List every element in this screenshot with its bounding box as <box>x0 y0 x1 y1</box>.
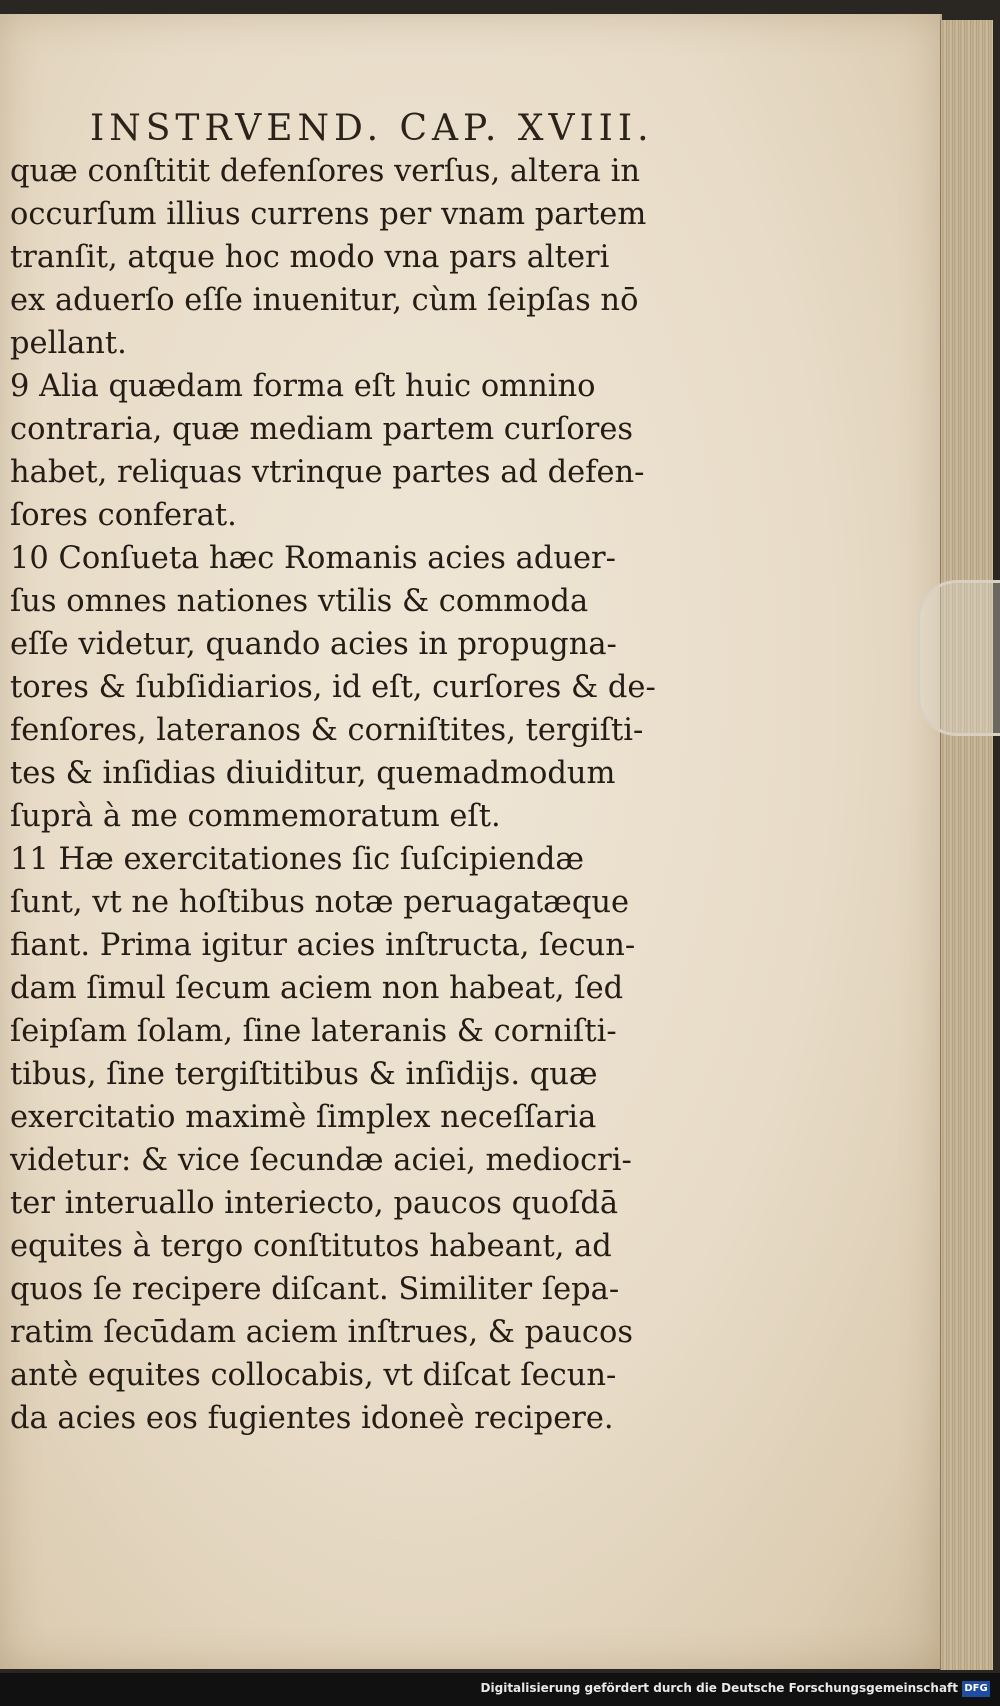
text-line: equites à tergo conſtitutos habeant, ad <box>10 1229 612 1264</box>
footer-bar <box>0 1673 1000 1706</box>
text-line: fiant. Prima igitur acies inſtructa, ſecun- <box>10 928 636 963</box>
text-line: quos ſe recipere diſcant. Similiter ſepa- <box>10 1272 620 1307</box>
text-line: ex aduerſo eſſe inuenitur, cùm ſeipſas nō <box>10 283 639 318</box>
text-line: ſuprà à me commemoratum eſt. <box>10 799 501 834</box>
page-tab-marker <box>917 580 1000 736</box>
page-text <box>10 150 730 1440</box>
text-line: pellant. <box>10 326 127 361</box>
text-line: ter interuallo interiecto, paucos quoſdā <box>10 1186 619 1221</box>
text-line: dam ſimul ſecum aciem non habeat, ſed <box>10 971 624 1006</box>
text-line: ſeipſam ſolam, ſine lateranis & corniſti- <box>10 1014 617 1049</box>
text-line: 9 Alia quædam forma eſt huic omnino <box>10 369 596 404</box>
text-line: contraria, quæ mediam partem curſores <box>10 412 634 447</box>
text-line: eſſe videtur, quando acies in propugna- <box>10 627 617 662</box>
text-line: habet, reliquas vtrinque partes ad defen- <box>10 455 645 490</box>
text-line: antè equites collocabis, vt diſcat ſecun- <box>10 1358 617 1393</box>
text-line: 11 Hæ exercitationes ſic ſuſcipiendæ <box>10 842 585 877</box>
text-line: exercitatio maximè ſimplex neceſſaria <box>10 1100 597 1135</box>
text-line: tranſit, atque hoc modo vna pars alteri <box>10 240 610 275</box>
text-line: tores & ſubſidiarios, id eſt, curſores & de- <box>10 670 656 705</box>
text-line: ſus omnes nationes vtilis & commoda <box>10 584 589 619</box>
text-line: videtur: & vice ſecundæ aciei, mediocri- <box>10 1143 632 1178</box>
text-line: fenſores, lateranos & corniſtites, tergiſti- <box>10 713 644 748</box>
text-line: 10 Conſueta hæc Romanis acies aduer- <box>10 541 616 576</box>
footer-credit: Digitalisierung gefördert durch die Deutsche Forschungsgemeinschaft <box>480 1681 958 1695</box>
text-line: ratim ſecūdam aciem inſtrues, & paucos <box>10 1315 634 1350</box>
text-line: quæ conſtitit defenſores verſus, altera in <box>10 154 641 189</box>
text-line: occurſum illius currens per vnam partem <box>10 197 647 232</box>
running-header: INSTRVEND. CAP. XVIII. <box>90 108 654 149</box>
page-edges <box>940 20 993 1670</box>
text-line: da acies eos fugientes idoneè recipere. <box>10 1401 614 1436</box>
dfg-logo: DFG <box>962 1681 990 1697</box>
text-line: ſunt, vt ne hoſtibus notæ peruagatæque <box>10 885 630 920</box>
text-line: tes & inſidias diuiditur, quemadmodum <box>10 756 616 791</box>
text-line: tibus, ſine tergiſtitibus & inſidijs. quæ <box>10 1057 598 1092</box>
text-line: ſores conferat. <box>10 498 237 533</box>
